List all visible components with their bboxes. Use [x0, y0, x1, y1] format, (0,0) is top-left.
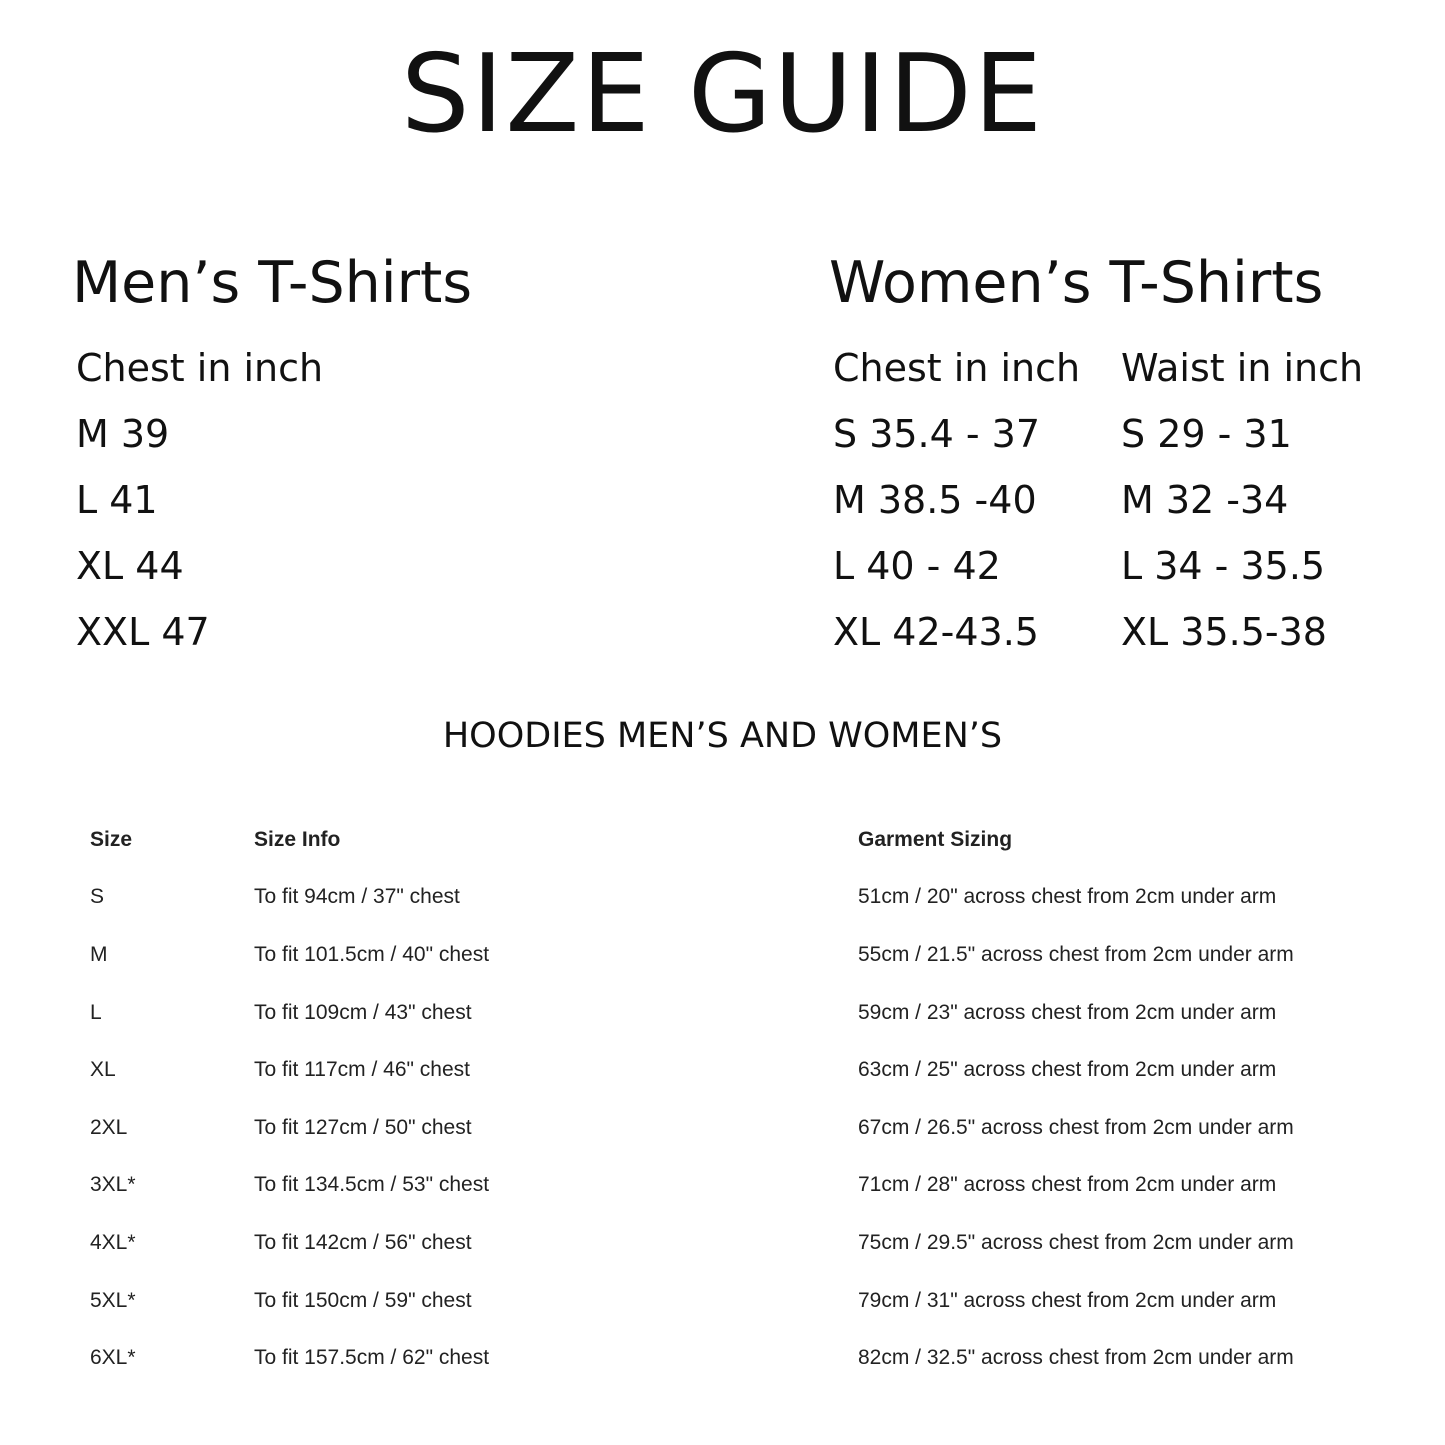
cell-size-info: To fit 127cm / 50" chest [254, 1115, 472, 1139]
cell-garment-sizing: 67cm / 26.5" across chest from 2cm under arm [858, 1115, 1294, 1139]
table-header-row [78, 811, 1368, 869]
table-row [78, 869, 1368, 927]
cell-size: S [90, 885, 105, 909]
size-entry: M 32 -34 [1121, 478, 1289, 522]
header-size: Size [90, 827, 133, 851]
cell-size-info: To fit 101.5cm / 40" chest [254, 942, 490, 966]
cell-size: XL [90, 1058, 116, 1082]
cell-garment-sizing: 51cm / 20" across chest from 2cm under arm [858, 885, 1277, 909]
page-title: SIZE GUIDE [401, 32, 1044, 157]
cell-garment-sizing: 55cm / 21.5" across chest from 2cm under arm [858, 942, 1294, 966]
table-row [78, 1329, 1368, 1387]
size-entry: XL 42-43.5 [833, 610, 1039, 654]
cell-garment-sizing: 63cm / 25" across chest from 2cm under arm [858, 1058, 1277, 1082]
table-row [78, 1041, 1368, 1099]
cell-garment-sizing: 82cm / 32.5" across chest from 2cm under arm [858, 1346, 1294, 1370]
size-entry: L 41 [76, 478, 158, 522]
header-size-info: Size Info [254, 827, 341, 851]
size-entry: M 39 [76, 412, 170, 456]
cell-size-info: To fit 117cm / 46" chest [254, 1058, 470, 1082]
cell-size: L [90, 1000, 102, 1024]
size-entry: L 40 - 42 [833, 544, 1001, 588]
size-entry: XXL 47 [76, 610, 210, 654]
table-row [78, 1272, 1368, 1330]
cell-size: M [90, 942, 108, 966]
table-row [78, 984, 1368, 1042]
size-entry: S 29 - 31 [1121, 412, 1292, 456]
table-row [78, 1157, 1368, 1215]
cell-size-info: To fit 142cm / 56" chest [254, 1230, 472, 1254]
column-header: Waist in inch [1121, 346, 1364, 390]
size-entry: XL 35.5-38 [1121, 610, 1327, 654]
size-entry: M 38.5 -40 [833, 478, 1037, 522]
mens-chest-column [76, 335, 406, 665]
column-header: Chest in inch [76, 346, 324, 390]
table-row [78, 926, 1368, 984]
cell-size: 5XL* [90, 1288, 136, 1312]
size-entry: L 34 - 35.5 [1121, 544, 1326, 588]
cell-garment-sizing: 71cm / 28" across chest from 2cm under arm [858, 1173, 1277, 1197]
cell-size: 4XL* [90, 1230, 136, 1254]
cell-size: 6XL* [90, 1346, 136, 1370]
womens-tshirts-heading: Women’s T-Shirts [829, 250, 1324, 316]
mens-tshirts-heading: Men’s T-Shirts [72, 250, 473, 316]
cell-size-info: To fit 150cm / 59" chest [254, 1288, 472, 1312]
cell-garment-sizing: 75cm / 29.5" across chest from 2cm under arm [858, 1230, 1294, 1254]
cell-size-info: To fit 157.5cm / 62" chest [254, 1346, 490, 1370]
womens-chest-column [833, 335, 1163, 665]
table-row [78, 1099, 1368, 1157]
cell-garment-sizing: 79cm / 31" across chest from 2cm under arm [858, 1288, 1277, 1312]
column-header: Chest in inch [833, 346, 1081, 390]
cell-size-info: To fit 109cm / 43" chest [254, 1000, 472, 1024]
size-entry: S 35.4 - 37 [833, 412, 1041, 456]
cell-size: 2XL [90, 1115, 128, 1139]
womens-waist-column [1121, 335, 1445, 665]
hoodies-heading: HOODIES MEN’S AND WOMEN’S [442, 716, 1003, 756]
cell-size-info: To fit 94cm / 37" chest [254, 885, 460, 909]
size-entry: XL 44 [76, 544, 184, 588]
cell-size: 3XL* [90, 1173, 136, 1197]
hoodies-size-table [78, 811, 1368, 1387]
table-row [78, 1214, 1368, 1272]
cell-size-info: To fit 134.5cm / 53" chest [254, 1173, 490, 1197]
header-garment-sizing: Garment Sizing [858, 827, 1013, 851]
cell-garment-sizing: 59cm / 23" across chest from 2cm under arm [858, 1000, 1277, 1024]
